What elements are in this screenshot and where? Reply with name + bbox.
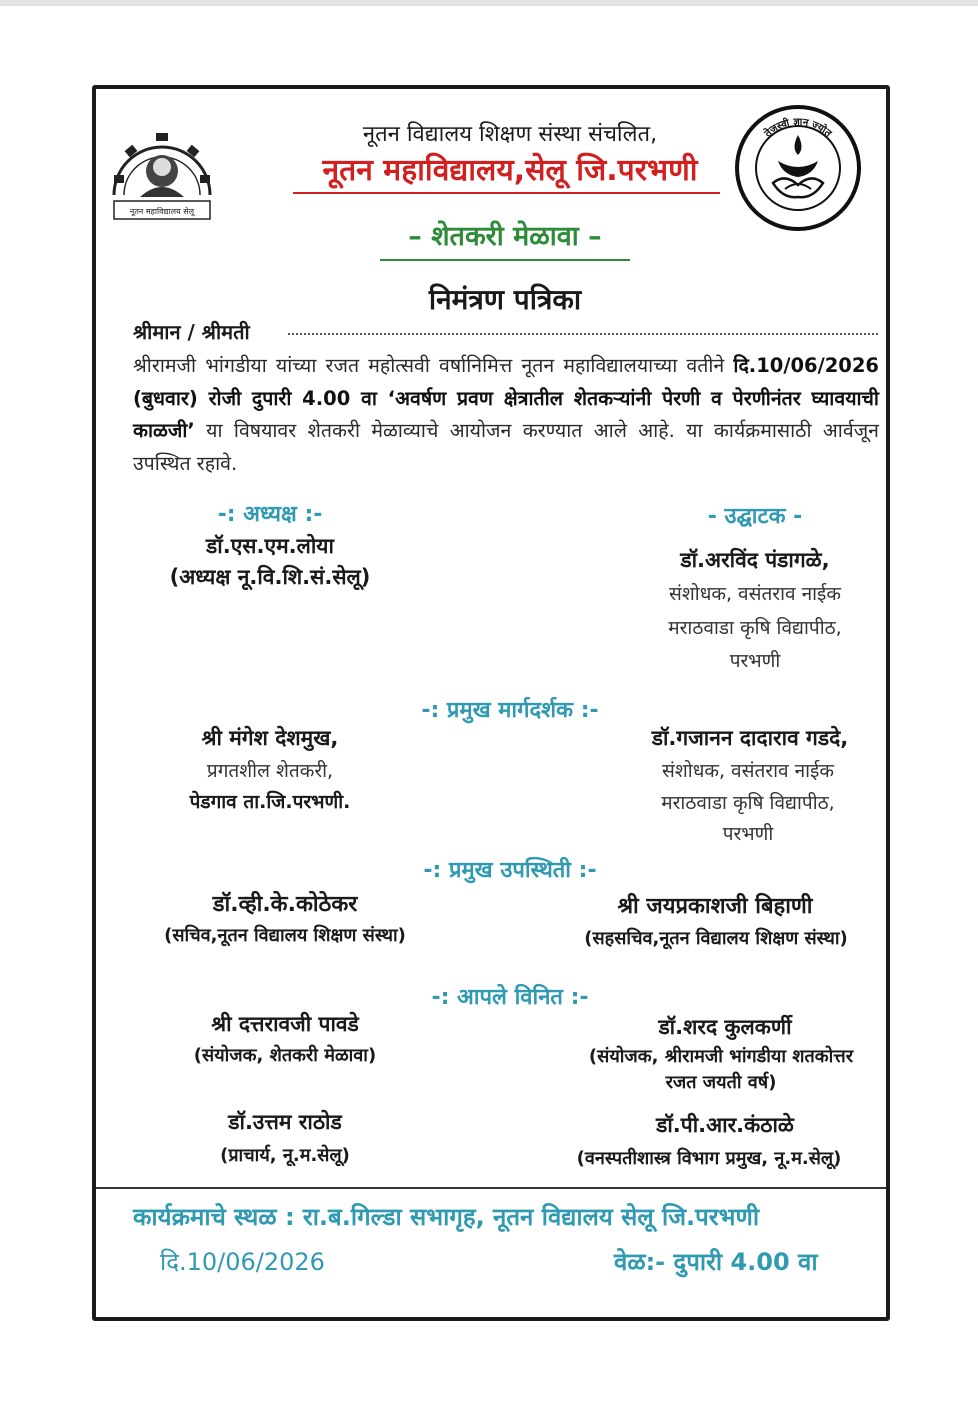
guide-right-line-3: परभणी xyxy=(722,823,774,845)
footer-divider xyxy=(96,1187,886,1189)
president-detail: (अध्यक्ष नू.वि.शि.सं.सेलू) xyxy=(169,565,371,589)
name-dotted-line xyxy=(288,333,878,335)
logo-right-caption: तेजस्वी ज्ञान ज्योत xyxy=(762,116,834,140)
guide-right-line-1: संशोधक, वसंतराव नाईक xyxy=(662,760,834,782)
salutation: श्रीमान / श्रीमती xyxy=(133,320,250,344)
presence-heading: -: प्रमुख उपस्थिती :- xyxy=(423,858,597,883)
signatory-2-detail-2: रजत जयती वर्ष) xyxy=(665,1072,777,1093)
body-part-2: या विषयावर शेतकरी मेळाव्याचे आयोजन करण्यात आले आहे. या कार्यक्रमासाठी आर्वजून उपस्थित रहावे. xyxy=(133,419,879,475)
logo-left-caption: नूतन महाविद्यालय सेलू xyxy=(129,207,195,216)
invitation-body xyxy=(133,350,879,480)
signatory-1-detail: (संयोजक, शेतकरी मेळावा) xyxy=(193,1045,377,1066)
society-seal-logo xyxy=(733,103,863,233)
guide-left-line-2: पेडगाव ता.जि.परभणी. xyxy=(189,791,351,813)
organization-line: नूतन विद्यालय शिक्षण संस्था संचलित, xyxy=(362,122,658,147)
guide-right-name: डॉ.गजानन दादाराव गडदे, xyxy=(651,726,849,750)
presence-right-detail: (सहसचिव,नूतन विद्यालय शिक्षण संस्था) xyxy=(584,928,848,949)
footer-time: वेळ:- दुपारी 4.00 वा xyxy=(614,1248,818,1276)
footer-date: दि.10/06/2026 xyxy=(160,1248,325,1276)
body-part-1: श्रीरामजी भांगडीया यांच्या रजत महोत्सवी वर्षानिमित्त नूतन महाविद्यालयाच्या वतीने xyxy=(133,354,734,377)
signatory-4-detail: (वनस्पतीशास्त्र विभाग प्रमुख, नू.म.सेलू) xyxy=(576,1148,842,1169)
inaugurator-line-3: परभणी xyxy=(729,650,781,672)
guides-heading: -: प्रमुख मार्गदर्शक :- xyxy=(421,698,599,723)
top-band xyxy=(0,0,978,6)
invitation-title: निमंत्रण पत्रिका xyxy=(428,283,582,316)
president-name: डॉ.एस.एम.लोया xyxy=(206,534,334,558)
signatory-1-name: श्री दत्तरावजी पावडे xyxy=(211,1012,359,1036)
venue-line: कार्यक्रमाचे स्थळ : रा.ब.गिल्डा सभागृह, नूतन विद्यालय सेलू जि.परभणी xyxy=(133,1203,760,1231)
signatory-2-name: डॉ.शरद कुलकर्णी xyxy=(658,1015,792,1039)
college-name: नूतन महाविद्यालय,सेलू जि.परभणी xyxy=(322,153,698,188)
signatory-3-detail: (प्राचार्य, नू.म.सेलू) xyxy=(220,1145,350,1166)
inaugurator-name: डॉ.अरविंद पंडागळे, xyxy=(680,548,830,572)
inaugurator-heading: - उद्घाटक - xyxy=(707,504,803,529)
body-event-details: दि.10/06/2026 (बुधवार) रोजी दुपारी 4.00 वा ‘अवर्षण प्रवण क्षेत्रातील शेतकऱ्यांनी पेरणी व पेरणीनंतर घ्यावयाची काळजी’ xyxy=(133,354,879,442)
guide-left-line-1: प्रगतशील शेतकरी, xyxy=(206,760,334,782)
guide-right-line-2: मराठवाडा कृषि विद्यापीठ, xyxy=(661,792,835,814)
yours-heading: -: आपले विनित :- xyxy=(431,985,589,1010)
guide-left-name: श्री मंगेश देशमुख, xyxy=(201,726,339,750)
event-title-underline xyxy=(380,259,630,261)
college-name-underline xyxy=(293,192,720,194)
presence-left-name: डॉ.व्ही.के.कोठेकर xyxy=(212,892,358,917)
inaugurator-line-2: मराठवाडा कृषि विद्यापीठ, xyxy=(668,617,842,639)
presence-left-detail: (सचिव,नूतन विद्यालय शिक्षण संस्था) xyxy=(164,925,406,946)
signatory-3-name: डॉ.उत्तम राठोड xyxy=(228,1110,342,1134)
college-emblem-logo xyxy=(104,125,220,225)
signatory-2-detail-1: (संयोजक, श्रीरामजी भांगडीया शतकोत्तर xyxy=(588,1046,854,1067)
presence-right-name: श्री जयप्रकाशजी बिहाणी xyxy=(617,894,813,919)
inaugurator-line-1: संशोधक, वसंतराव नाईक xyxy=(669,583,841,605)
president-heading: -: अध्यक्ष :- xyxy=(217,502,323,527)
signatory-4-name: डॉ.पी.आर.कंठाळे xyxy=(656,1113,794,1137)
event-title: – शेतकरी मेळावा – xyxy=(408,221,602,252)
